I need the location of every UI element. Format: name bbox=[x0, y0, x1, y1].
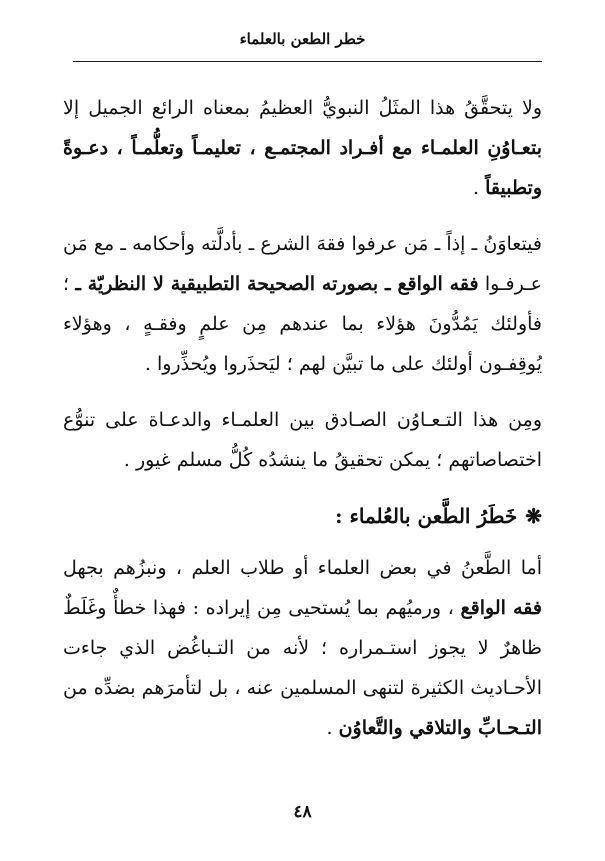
page-number: ٤٨ bbox=[293, 802, 312, 822]
paragraph-2 bbox=[63, 224, 542, 384]
paragraph-2-text-c: ؛ فأولئك يَمُدُّونَ هؤلاء بما عندهم مِن علمٍ وفقـهٍ ، وهؤلاء يُوقِفـون أولئك على ما تبيَّن لهم ؛ ليَحذَروا ويُحذِّروا . bbox=[63, 273, 542, 375]
paragraph-4-bold-1: فقه الواقع bbox=[460, 597, 543, 619]
header-rule bbox=[73, 61, 542, 62]
running-header-title: خطر الطعن بالعلماء bbox=[239, 30, 366, 48]
paragraph-4-text-e: . bbox=[326, 717, 339, 739]
paragraph-4-text-a: أما الطَّعنُ في بعض العلماء أو طلاب العلم ، ونبزُهم بجهل bbox=[63, 557, 542, 579]
paragraph-3: ومِن هذا التـعـاوُن الصـادق بين العلمـاء والدعـاة على تنوُّع اختصاصاتهم ؛ يمكن تحقيقُ ما ينشدُه كُلُّ مسلم غيور . bbox=[63, 409, 542, 471]
paragraph-1 bbox=[63, 88, 542, 208]
paragraph-4-bold-2: التـحـابِّ والتلاقي والتَّعاوُن bbox=[338, 717, 542, 739]
section-heading-text: خَطَرُ الطَّعن بالعُلماء : bbox=[335, 504, 518, 528]
paragraph-1-bold: بتعـاوُنِ العلمـاء مع أفـراد المجتمـع ، تعليمـاً وتعلُّمـاً ، دعـوةً وتطبيقاً bbox=[63, 137, 542, 199]
paragraph-4 bbox=[63, 548, 542, 748]
paragraph-4-text-c: ، ورميُهم بما يُستحيى مِن إيراده : فهذا خطأٌ وغَلَطٌ ظاهرٌ لا يجوز استـمراره ؛ لأنه من التـباغُض الذي جاءت الأحـاديث الكثيرة لتنهى المسلمين عنه ، بل لتأمرَهم بضدِّه من bbox=[63, 597, 542, 699]
paragraph-2-bold: فقه الواقع ـ بصورته الصحيحة التطبيقية لا النظريّة ـ bbox=[75, 273, 479, 295]
body-text bbox=[63, 88, 542, 764]
star-ornament-icon: ❋ bbox=[525, 504, 542, 528]
paragraph-1-text-a: ولا يتحقَّقُ هذا المثَلُ النبويُّ العظيمُ بمعناه الرائع الجميل إلا bbox=[63, 97, 542, 119]
paragraph-1-text-c: . bbox=[472, 177, 486, 199]
section-heading bbox=[63, 496, 542, 536]
paragraph-2-text-a: فيتعاوَنُ ـ إذاً ـ مَن عرفوا فقهَ الشرع ـ بأدلَّته وأحكامه ـ مع مَن عـرفـوا bbox=[63, 233, 542, 295]
